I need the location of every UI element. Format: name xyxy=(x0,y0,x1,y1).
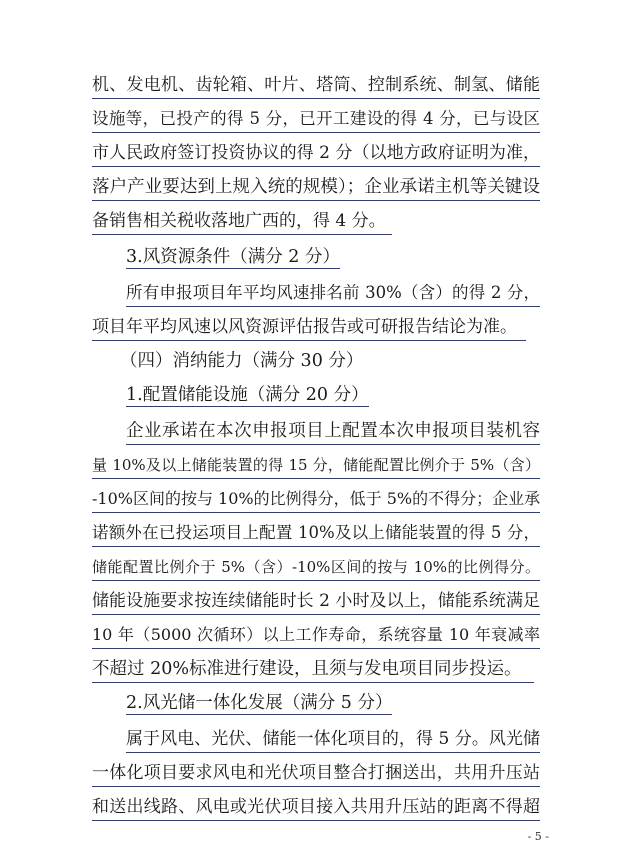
text-line: 储能配置比例介于 5%（含）-10%区间的按与 10%的比例得分。 xyxy=(92,556,540,581)
section-heading: （四）消纳能力（满分 30 分） xyxy=(120,351,364,371)
text-line: 企业承诺在本次申报项目上配置本次申报项目装机容 xyxy=(126,420,540,445)
text-line: 设施等，已投产的得 5 分，已开工建设的得 4 分，已与设区 xyxy=(92,108,540,133)
text-line: 不超过 20%标准进行建设，且须与发电项目同步投运。 xyxy=(92,658,534,683)
text-line: 备销售相关税收落地广西的，得 4 分。 xyxy=(92,210,392,235)
text-line: 诺额外在已投运项目上配置 10%及以上储能装置的得 5 分， xyxy=(92,522,540,547)
section-heading: 3.风资源条件（满分 2 分） xyxy=(126,247,340,267)
text-line: 项目年平均风速以风资源评估报告或可研报告结论为准。 xyxy=(92,316,526,341)
section-heading: 1.配置储能设施（满分 20 分） xyxy=(126,385,369,405)
text-line: 所有申报项目年平均风速排名前 30%（含）的得 2 分， xyxy=(126,282,540,307)
text-line: 一体化项目要求风电和光伏项目整合打捆送出，共用升压站 xyxy=(92,762,540,787)
text-line: 储能设施要求按连续储能时长 2 小时及以上，储能系统满足 xyxy=(92,590,540,615)
text-line: -10%区间的按与 10%的比例得分，低于 5%的不得分；企业承 xyxy=(92,488,540,513)
text-line: 市人民政府签订投资协议的得 2 分（以地方政府证明为准， xyxy=(92,142,540,167)
text-line: 机、发电机、齿轮箱、叶片、塔筒、控制系统、制氢、储能 xyxy=(92,74,540,99)
section-heading: 2.风光储一体化发展（满分 5 分） xyxy=(126,693,393,713)
text-line: 10 年（5000 次循环）以上工作寿命，系统容量 10 年衰减率 xyxy=(92,624,540,649)
page-number: - 5 - xyxy=(527,830,549,843)
text-line: 属于风电、光伏、储能一体化项目的，得 5 分。风光储 xyxy=(126,728,540,753)
text-line: 量 10%及以上储能装置的得 15 分，储能配置比例介于 5%（含） xyxy=(92,454,540,479)
text-line: 和送出线路、风电或光伏项目接入共用升压站的距离不得超 xyxy=(92,796,540,821)
text-line: 落户产业要达到上规入统的规模）；企业承诺主机等关键设 xyxy=(92,176,540,201)
